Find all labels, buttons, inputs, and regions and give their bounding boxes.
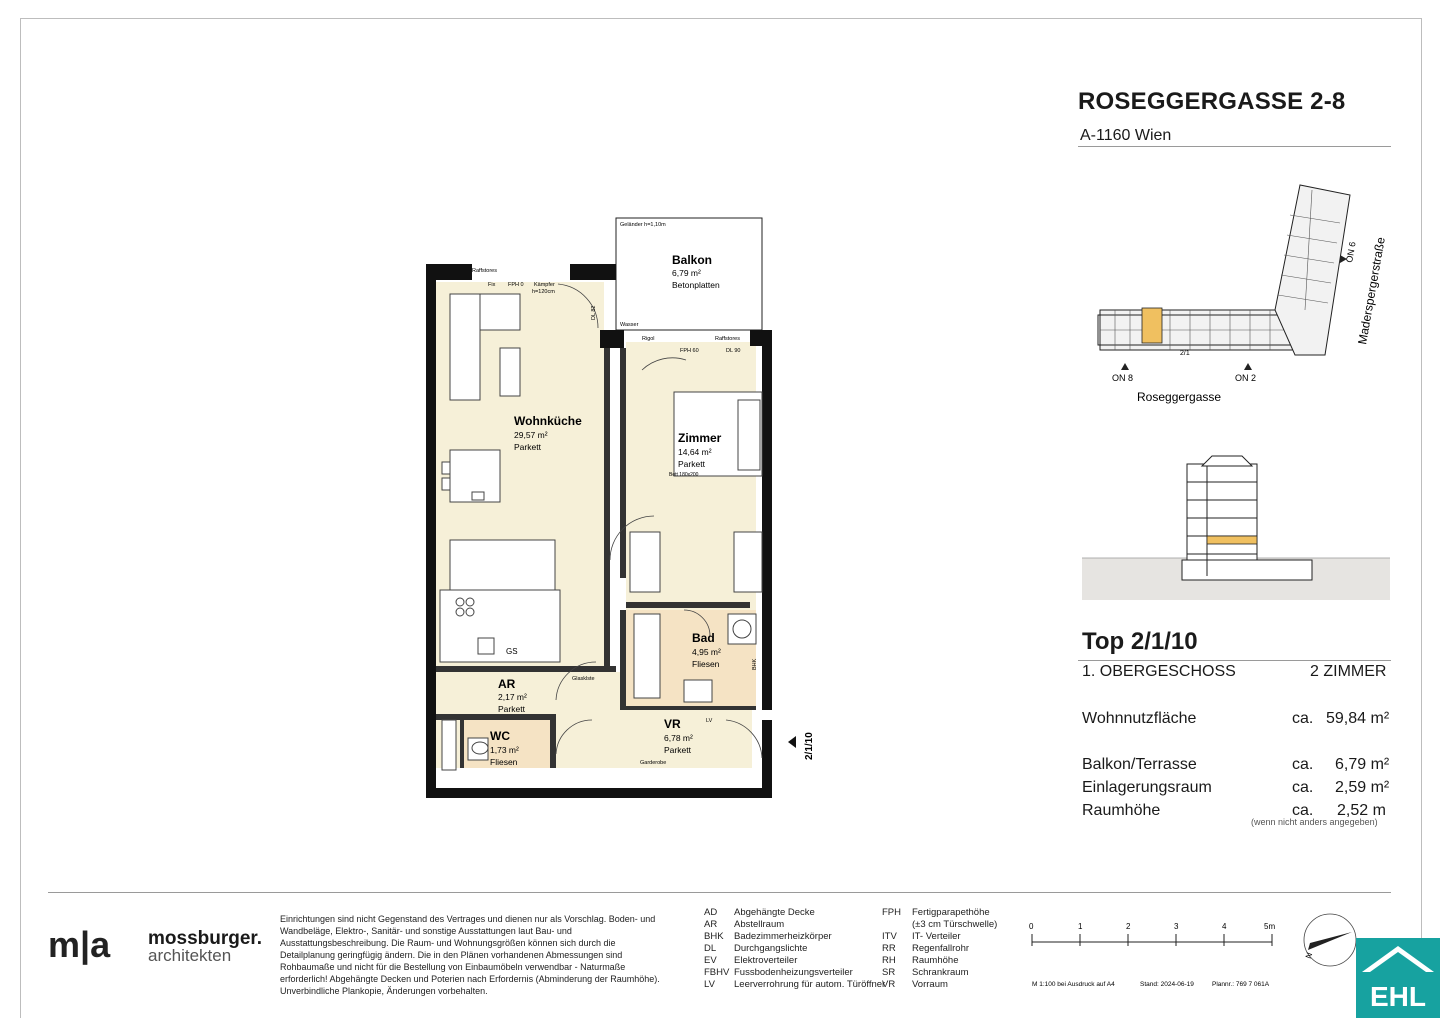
stair-label: 2/1	[1180, 350, 1190, 357]
room-area-ar: 2,17 m²	[498, 692, 527, 702]
legend-text: Durchgangslichte	[734, 943, 808, 954]
svg-text:N: N	[1303, 951, 1315, 960]
room-floor-wohnkueche: Parkett	[514, 442, 541, 452]
garderobe-note: Garderobe	[640, 760, 667, 766]
legend-abbr: EV	[704, 955, 717, 966]
header-rule	[1078, 146, 1391, 147]
area-label: Wohnnutzfläche	[1082, 710, 1197, 727]
room-area-wc: 1,73 m²	[490, 745, 519, 755]
ma-logo	[48, 925, 143, 965]
legend-right	[882, 907, 997, 991]
legend-abbr: VR	[882, 979, 896, 990]
rigol-note: Rigol	[642, 336, 655, 342]
legend-abbr: LV	[704, 979, 715, 990]
room-name-ar: AR	[498, 677, 516, 691]
scale-note: M 1:100 bei Ausdruck auf A4	[1032, 981, 1115, 988]
north-arrow-icon	[1300, 910, 1360, 970]
legend-text: Abgehängte Decke	[734, 907, 815, 918]
project-address: A-1160 Wien	[1080, 127, 1172, 144]
legend-abbr: SR	[882, 967, 896, 978]
site-plan	[1090, 175, 1400, 415]
bhk-note: BHK	[752, 658, 758, 670]
unit-floor: 1. OBERGESCHOSS	[1082, 663, 1236, 680]
room-name-balkon: Balkon	[672, 253, 713, 267]
room-floor-bad: Fliesen	[692, 659, 720, 669]
ehl-text: EHL	[1370, 981, 1426, 1012]
railing-note: Geländer h=1,10m	[620, 222, 666, 228]
brand-sub: architekten	[148, 946, 232, 965]
legend-text: Fertigparapethöhe	[912, 907, 990, 918]
entrance-on8: ON 8	[1112, 373, 1134, 383]
legend-abbr: BHK	[704, 931, 724, 942]
scale-tick: 2	[1126, 922, 1131, 931]
footer-rule	[48, 892, 1391, 893]
unit-top: Top 2/1/10	[1082, 628, 1198, 655]
legend-text: Abstellraum	[734, 919, 785, 930]
unit-section-highlight	[1207, 536, 1257, 544]
area-prefix: ca.	[1292, 710, 1314, 727]
legend-abbr: DL	[704, 943, 717, 954]
room-area-wohnkueche: 29,57 m²	[514, 430, 548, 440]
scale-tick: 4	[1222, 922, 1227, 931]
scale-tick: 1	[1078, 922, 1083, 931]
raffstores-note: Raffstores	[715, 336, 740, 342]
room-name-zimmer: Zimmer	[678, 431, 722, 445]
room-area-zimmer: 14,64 m²	[678, 447, 712, 457]
fph0-note: FPH 0	[508, 282, 524, 288]
area-prefix: ca.	[1292, 779, 1314, 796]
scale-tick: 5m	[1264, 922, 1276, 931]
entrance-arrow-icon	[788, 736, 796, 748]
area-label: Balkon/Terrasse	[1082, 756, 1197, 773]
room-name-wohnkueche: Wohnküche	[514, 414, 582, 428]
legend-left	[704, 907, 885, 991]
fix-note: Fix	[488, 282, 496, 288]
ehl-logo	[1356, 938, 1440, 1018]
glasskiste-note: Glasklste	[572, 676, 595, 682]
raffstores-note: Raffstores	[472, 268, 497, 274]
area-value: 2,59 m²	[1335, 779, 1390, 796]
area-value: 59,84 m²	[1326, 710, 1390, 727]
legend-abbr: AR	[704, 919, 718, 930]
plan-date: Stand: 2024-06-19	[1140, 981, 1194, 988]
fph60-note: FPH 60	[680, 348, 699, 354]
area-value: 2,52 m	[1337, 802, 1386, 819]
room-area-balkon: 6,79 m²	[672, 268, 701, 278]
room-name-wc: WC	[490, 729, 510, 743]
room-area-vr: 6,78 m²	[664, 733, 693, 743]
street-maderspergerstrasse: Maderspergerstraße	[1355, 236, 1388, 346]
scale-tick: 0	[1029, 922, 1034, 931]
legend-text: Leerverrohrung für autom. Türöffner	[734, 979, 886, 990]
legend-abbr: FBHV	[704, 967, 730, 978]
street-roseggergasse: Roseggergasse	[1137, 390, 1222, 404]
project-title: ROSEGGERGASSE 2-8	[1078, 88, 1346, 115]
legend-abbr: FPH	[882, 907, 901, 918]
wasser-note: Wasser	[620, 322, 639, 328]
brand-name: mossburger.	[148, 928, 263, 949]
area-prefix: ca.	[1292, 802, 1314, 819]
area-label: Raumhöhe	[1082, 802, 1161, 819]
unit-highlight	[1142, 308, 1162, 343]
area-value: 6,79 m²	[1335, 756, 1390, 773]
section-view	[1082, 452, 1392, 602]
summary-rule	[1078, 660, 1391, 661]
room-name-vr: VR	[664, 717, 681, 731]
plan-number: Plannr.: 769 7 061A	[1212, 981, 1270, 988]
area-prefix: ca.	[1292, 756, 1314, 773]
logo-text: m|a	[48, 925, 111, 965]
legend-text: Raumhöhe	[912, 955, 959, 966]
legend-text: Fussbodenheizungsverteiler	[734, 967, 853, 978]
legend-abbr: ITV	[882, 931, 897, 942]
kaempfer-height-note: h=120cm	[532, 289, 555, 295]
height-note: (wenn nicht anders angegeben)	[1251, 817, 1378, 827]
legend-text: (±3 cm Türschwelle)	[912, 919, 998, 930]
dl90-note: DL 90	[726, 348, 741, 354]
legend-text: Vorraum	[912, 979, 948, 990]
dl82-note: DL 82	[591, 305, 597, 320]
kaempfer-note: Kämpfer	[534, 282, 555, 288]
entrance-marker-icon	[1121, 363, 1129, 370]
disclaimer: Einrichtungen sind nicht Gegenstand des Vertrages und dienen nur als Vorschlag. Boden- und Wandbeläge, Elektro-, Sanitär- und sonstige Ausstattungen laut Bau- und Ausstattungsbeschreibung. Die Raum- und Wohnungsgrößen können sich durch die Detailplanung geringfügig ändern. Die in den Plänen vorhandenen Abmessungen sind Rohbaumaße und nicht für die Bestellung von Einbaumöbeln verwendbar - Naturmaße erforderlich! Abgehängte Decken und Poterien nach Erfordernis (Abminderung der Raumhöhe). Unverbindliche Plankopie, Änderungen vorbehalten.	[280, 914, 660, 996]
room-floor-zimmer: Parkett	[678, 459, 705, 469]
legend-abbr: AD	[704, 907, 718, 918]
entrance-on2: ON 2	[1235, 373, 1257, 383]
legend-abbr: RR	[882, 943, 896, 954]
legend-text: Elektroverteiler	[734, 955, 798, 966]
entrance-on6: ON 6	[1344, 240, 1358, 264]
unit-rooms-count: 2 ZIMMER	[1310, 663, 1387, 680]
legend-text: Badezimmerheizkörper	[734, 931, 832, 942]
room-name-bad: Bad	[692, 631, 715, 645]
floor-plan	[420, 210, 820, 810]
room-floor-vr: Parkett	[664, 745, 691, 755]
room-floor-wc: Fliesen	[490, 757, 518, 767]
entrance-marker-icon	[1244, 363, 1252, 370]
legend-abbr	[882, 919, 912, 931]
room-floor-balkon: Betonplatten	[672, 280, 720, 290]
legend-abbr: RH	[882, 955, 896, 966]
legend-text: Regenfallrohr	[912, 943, 970, 954]
bed-note: Bett 180x200	[669, 472, 699, 478]
area-label: Einlagerungsraum	[1082, 779, 1212, 796]
entry-label: 2/1/10	[804, 732, 815, 760]
gs-note: GS	[506, 647, 518, 656]
room-floor-ar: Parkett	[498, 704, 525, 714]
legend-text: Schrankraum	[912, 967, 969, 978]
legend-text: IT- Verteiler	[912, 931, 961, 942]
scale-tick: 3	[1174, 922, 1179, 931]
lv-note: LV	[706, 718, 713, 724]
scale-bar	[1026, 918, 1286, 993]
room-area-bad: 4,95 m²	[692, 647, 721, 657]
